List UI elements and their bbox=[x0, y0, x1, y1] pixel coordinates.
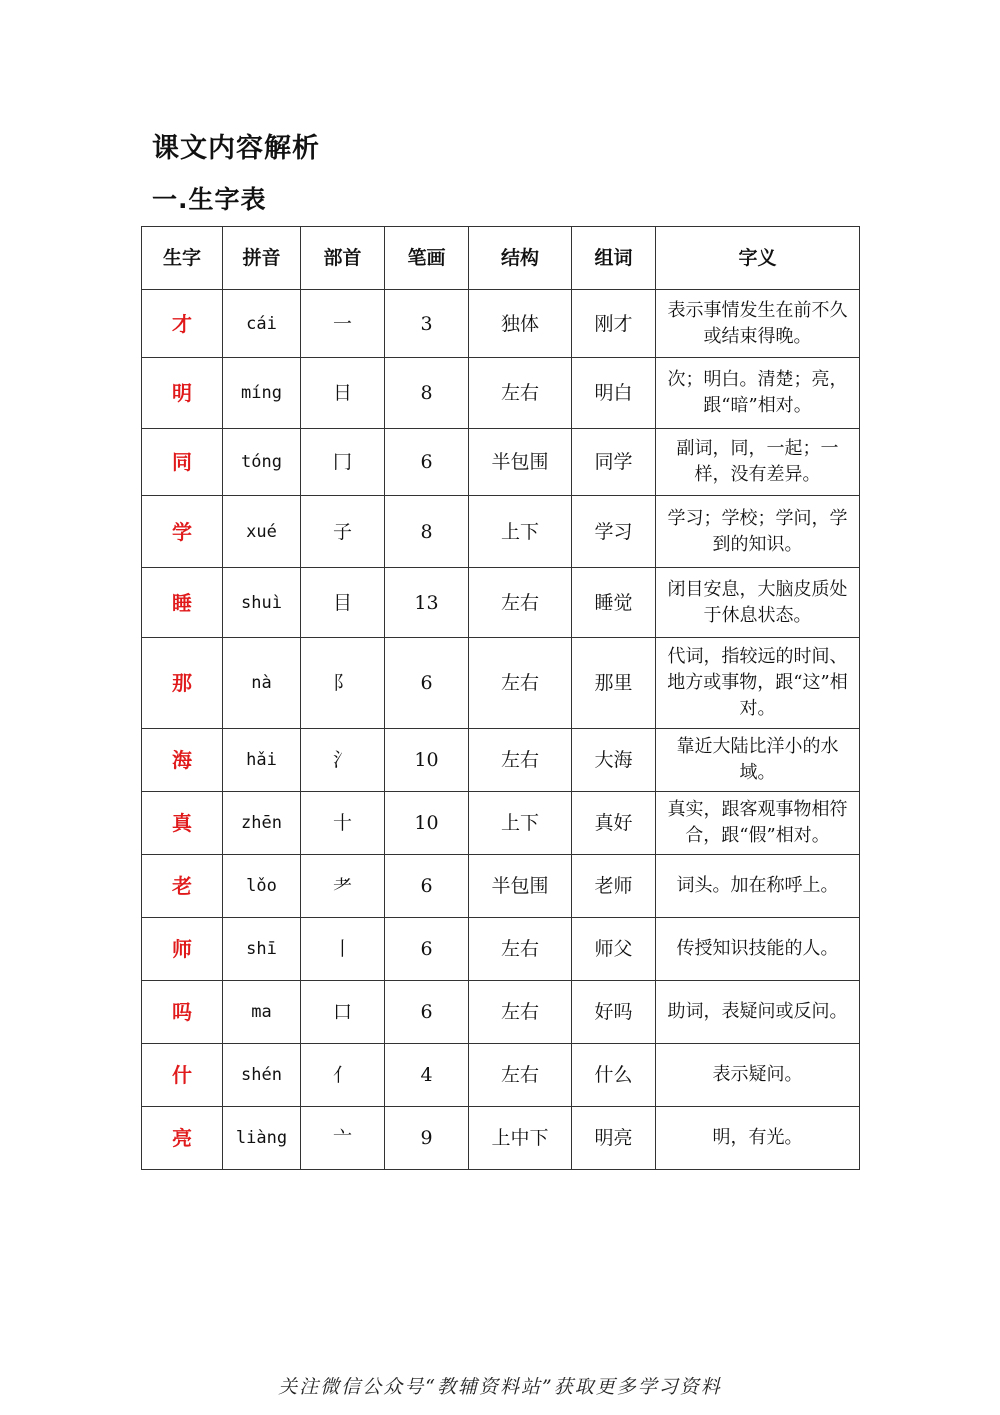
cell-word: 刚才 bbox=[572, 290, 656, 358]
cell-radical: 目 bbox=[301, 568, 385, 638]
cell-word: 那里 bbox=[572, 638, 656, 729]
cell-meaning: 真实，跟客观事物相符合，跟“假”相对。 bbox=[656, 792, 860, 855]
cell-structure: 左右 bbox=[469, 981, 572, 1044]
cell-char: 那 bbox=[142, 638, 223, 729]
cell-pinyin: tóng bbox=[223, 429, 301, 496]
cell-pinyin: ma bbox=[223, 981, 301, 1044]
cell-char: 才 bbox=[142, 290, 223, 358]
table-body bbox=[142, 290, 860, 1170]
cell-pinyin: shén bbox=[223, 1044, 301, 1107]
cell-radical: 丨 bbox=[301, 918, 385, 981]
header-pinyin: 拼音 bbox=[223, 227, 301, 290]
cell-radical: 氵 bbox=[301, 729, 385, 792]
cell-strokes: 10 bbox=[385, 729, 469, 792]
header-structure: 结构 bbox=[469, 227, 572, 290]
table-row bbox=[142, 729, 860, 792]
cell-word: 师父 bbox=[572, 918, 656, 981]
cell-pinyin: liàng bbox=[223, 1107, 301, 1170]
cell-strokes: 4 bbox=[385, 1044, 469, 1107]
table-row bbox=[142, 429, 860, 496]
cell-strokes: 9 bbox=[385, 1107, 469, 1170]
cell-meaning: 明，有光。 bbox=[656, 1107, 860, 1170]
table-row bbox=[142, 496, 860, 568]
cell-radical: 冂 bbox=[301, 429, 385, 496]
cell-char: 学 bbox=[142, 496, 223, 568]
cell-char: 师 bbox=[142, 918, 223, 981]
cell-structure: 左右 bbox=[469, 358, 572, 429]
cell-word: 老师 bbox=[572, 855, 656, 918]
cell-structure: 独体 bbox=[469, 290, 572, 358]
cell-word: 什么 bbox=[572, 1044, 656, 1107]
footer-note: 关注微信公众号“教辅资料站”获取更多学习资料 bbox=[278, 1376, 722, 1398]
cell-meaning: 表示事情发生在前不久或结束得晚。 bbox=[656, 290, 860, 358]
cell-word: 同学 bbox=[572, 429, 656, 496]
cell-radical: 亻 bbox=[301, 1044, 385, 1107]
cell-word: 大海 bbox=[572, 729, 656, 792]
cell-char: 睡 bbox=[142, 568, 223, 638]
table-header-row bbox=[142, 227, 860, 290]
cell-strokes: 8 bbox=[385, 358, 469, 429]
header-meaning: 字义 bbox=[656, 227, 860, 290]
cell-radical: 日 bbox=[301, 358, 385, 429]
section-title: 一.生字表 bbox=[152, 185, 267, 214]
cell-strokes: 10 bbox=[385, 792, 469, 855]
cell-pinyin: shuì bbox=[223, 568, 301, 638]
cell-meaning: 靠近大陆比洋小的水域。 bbox=[656, 729, 860, 792]
cell-strokes: 6 bbox=[385, 918, 469, 981]
cell-meaning: 次；明白。清楚；亮，跟“暗”相对。 bbox=[656, 358, 860, 429]
cell-char: 明 bbox=[142, 358, 223, 429]
cell-radical: 十 bbox=[301, 792, 385, 855]
cell-strokes: 6 bbox=[385, 638, 469, 729]
cell-word: 明白 bbox=[572, 358, 656, 429]
cell-pinyin: shī bbox=[223, 918, 301, 981]
table-row bbox=[142, 918, 860, 981]
header-char: 生字 bbox=[142, 227, 223, 290]
cell-word: 睡觉 bbox=[572, 568, 656, 638]
header-word: 组词 bbox=[572, 227, 656, 290]
cell-meaning: 助词，表疑问或反问。 bbox=[656, 981, 860, 1044]
cell-char: 老 bbox=[142, 855, 223, 918]
cell-pinyin: nà bbox=[223, 638, 301, 729]
cell-pinyin: xué bbox=[223, 496, 301, 568]
cell-meaning: 词头。加在称呼上。 bbox=[656, 855, 860, 918]
cell-char: 亮 bbox=[142, 1107, 223, 1170]
cell-meaning: 表示疑问。 bbox=[656, 1044, 860, 1107]
cell-radical: 阝 bbox=[301, 638, 385, 729]
cell-meaning: 传授知识技能的人。 bbox=[656, 918, 860, 981]
table-row bbox=[142, 568, 860, 638]
cell-strokes: 8 bbox=[385, 496, 469, 568]
cell-char: 同 bbox=[142, 429, 223, 496]
cell-structure: 左右 bbox=[469, 918, 572, 981]
cell-pinyin: hǎi bbox=[223, 729, 301, 792]
header-radical: 部首 bbox=[301, 227, 385, 290]
cell-word: 学习 bbox=[572, 496, 656, 568]
cell-radical: 一 bbox=[301, 290, 385, 358]
cell-meaning: 闭目安息，大脑皮质处于休息状态。 bbox=[656, 568, 860, 638]
cell-radical: 亠 bbox=[301, 1107, 385, 1170]
table-row bbox=[142, 981, 860, 1044]
cell-radical: 耂 bbox=[301, 855, 385, 918]
cell-char: 真 bbox=[142, 792, 223, 855]
cell-pinyin: lǒo bbox=[223, 855, 301, 918]
cell-structure: 左右 bbox=[469, 638, 572, 729]
cell-structure: 左右 bbox=[469, 568, 572, 638]
cell-strokes: 6 bbox=[385, 855, 469, 918]
cell-meaning: 副词，同，一起；一样，没有差异。 bbox=[656, 429, 860, 496]
cell-structure: 左右 bbox=[469, 1044, 572, 1107]
cell-radical: 子 bbox=[301, 496, 385, 568]
cell-word: 真好 bbox=[572, 792, 656, 855]
table-row bbox=[142, 638, 860, 729]
cell-pinyin: zhēn bbox=[223, 792, 301, 855]
table-row bbox=[142, 792, 860, 855]
table-row bbox=[142, 290, 860, 358]
cell-pinyin: cái bbox=[223, 290, 301, 358]
cell-char: 吗 bbox=[142, 981, 223, 1044]
cell-structure: 半包围 bbox=[469, 855, 572, 918]
cell-char: 海 bbox=[142, 729, 223, 792]
cell-strokes: 3 bbox=[385, 290, 469, 358]
table-row bbox=[142, 855, 860, 918]
cell-meaning: 代词，指较远的时间、地方或事物，跟“这”相对。 bbox=[656, 638, 860, 729]
cell-char: 什 bbox=[142, 1044, 223, 1107]
cell-radical: 口 bbox=[301, 981, 385, 1044]
cell-meaning: 学习；学校；学问，学到的知识。 bbox=[656, 496, 860, 568]
cell-structure: 上下 bbox=[469, 792, 572, 855]
table-row bbox=[142, 1107, 860, 1170]
cell-strokes: 6 bbox=[385, 429, 469, 496]
cell-word: 好吗 bbox=[572, 981, 656, 1044]
header-strokes: 笔画 bbox=[385, 227, 469, 290]
cell-structure: 半包围 bbox=[469, 429, 572, 496]
cell-strokes: 13 bbox=[385, 568, 469, 638]
cell-pinyin: míng bbox=[223, 358, 301, 429]
table-row bbox=[142, 1044, 860, 1107]
cell-structure: 上下 bbox=[469, 496, 572, 568]
cell-structure: 上中下 bbox=[469, 1107, 572, 1170]
page-title: 课文内容解析 bbox=[152, 133, 320, 164]
cell-strokes: 6 bbox=[385, 981, 469, 1044]
cell-word: 明亮 bbox=[572, 1107, 656, 1170]
vocabulary-table bbox=[141, 226, 860, 1170]
table-row bbox=[142, 358, 860, 429]
cell-structure: 左右 bbox=[469, 729, 572, 792]
